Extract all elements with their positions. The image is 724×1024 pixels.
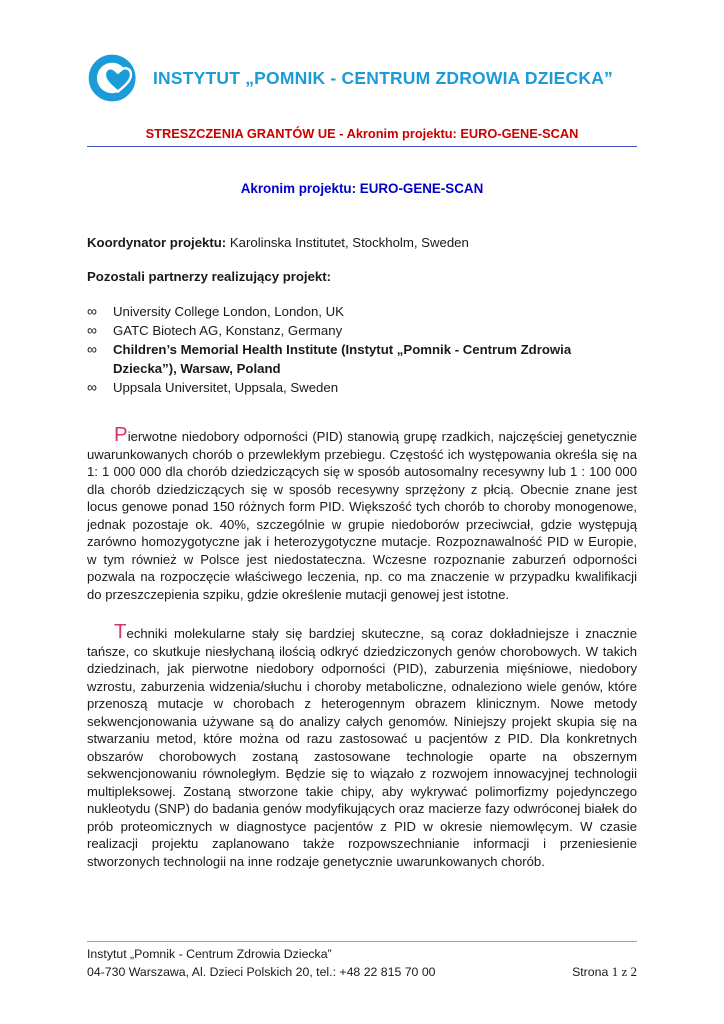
document-header-text: STRESZCZENIA GRANTÓW UE - Akronim projektu: EURO-GENE-SCAN [145,126,579,141]
document-header [87,126,637,147]
org-logo [87,50,637,106]
partner-name: GATC Biotech AG, Konstanz, Germany [113,323,343,338]
coordinator-value: Karolinska Institutet, Stockholm, Sweden [229,235,469,250]
partner-item [87,302,637,321]
footer-row [87,963,637,981]
footer-page-label: Strona [572,965,609,979]
coordinator-label: Koordynator projektu: [87,235,227,250]
footer-page-number [572,963,637,981]
partner-item [87,321,637,340]
page-footer [87,941,637,981]
coordinator-line [87,234,637,251]
paragraph-pid-overview [87,423,637,603]
partner-item [87,340,637,378]
paragraph-text: ierwotne niedobory odporności (PID) stanowią grupę rzadkich, najczęściej genetycznie uwarunkowanych chorób o przewlekłym przebiegu. Częstość ich występowania określa się na 1: 1 000 000 dla chorób dziedziczących się w sposób autosomalny recesywny lub 1 : 100 000 dla chorób dziedziczących się w sposób recesywny sprzężony z płcią. Obecnie znane jest locus genowe ponad 150 różnych form PID. Większość tych chorób to choroby monogenowe, jednak pozostaje ok. 40%, szczególnie w grupie niedoborów przeciwciał, gdzie występują zarówno homozygotyczne jak i heterozygotyczne mutacje. Rozpoznawalność PID w Europie, w tym również w Polsce jest niedostateczna. Wczesne rozpoznanie zaburzeń odporności pozwala na rozpoczęcie właściwego leczenia, np. co ma znaczenie w przypadku kwalifikacji do przeszczepienia szpiku, gdzie określenie mutacji genowej jest istotne. [87,429,637,602]
paragraph-text: echniki molekularne stały się bardziej skuteczne, są coraz dokładniejsze i znacznie tańsze, co skutkuje niesłychaną ilością odkryć dziedziczonych genów chorobowych. W takich dziedzinach, jak pierwotne niedobory odporności (PID), zaburzenia mięśniowe, niedobory wzrostu, zaburzenia widzenia/słuchu i choroby metaboliczne, odnaleziono wiele genów, które przenoszą mutacje w chorobach z heterogennym obrazem klinicznym. Nowe metody sekwencjonowania używane są do analizy całych genomów. Niniejszy projekt skupia się na stwarzaniu metod, które można od razu zastosować u pacjentów z PID. Dla konkretnych obszarów chorobowych zostaną zastosowane technologie oparte na obszernym sekwencjonowaniu równoległym. Będzie się to wiązało z rozwojem innowacyjnej technologii multipleksowej. Zostaną stworzone takie chipy, aby wykrywać polimorfizmy pojedynczego nukleotydu (SNP) do badania genów modyfikujących oraz macierze fazy odwróconej białek do prób proteomicznych w diagnostyce pacjentów z PID w okresie niemowlęcym. W czasie realizacji projektu zaplanowano także rozpowszechnianie informacji i przeniesienie stworzonych technologii na inne rodzaje genetycznie uwarunkowanych chorób. [87,626,637,869]
partner-name: Children’s Memorial Health Institute (Instytut „Pomnik - Centrum Zdrowia Dziecka”), Warsaw, Poland [113,342,572,376]
heart-circle-logo-icon [87,50,145,106]
partners-heading: Pozostali partnerzy realizujący projekt: [87,269,332,284]
partner-name: University College London, London, UK [113,304,344,319]
partner-item [87,378,637,397]
footer-org-name: Instytut „Pomnik - Centrum Zdrowia Dziecka” [87,947,332,961]
footer-page-value: 1 z 2 [611,964,637,979]
paragraph-molecular-techniques [87,620,637,870]
infinity-bullet-icon: ∞ [87,303,97,319]
org-name: INSTYTUT „POMNIK - CENTRUM ZDROWIA DZIECKA” [153,67,614,88]
partner-name: Uppsala Universitet, Uppsala, Sweden [113,380,339,395]
dropcap-initial: T [114,620,127,643]
infinity-bullet-icon: ∞ [87,379,97,395]
partner-list [87,302,637,397]
page-title: Akronim projektu: EURO-GENE-SCAN [240,181,484,196]
infinity-bullet-icon: ∞ [87,341,97,357]
dropcap-initial: P [114,423,128,446]
footer-address: 04-730 Warszawa, Al. Dzieci Polskich 20, tel.: +48 22 815 70 00 [87,965,436,979]
infinity-bullet-icon: ∞ [87,322,97,338]
